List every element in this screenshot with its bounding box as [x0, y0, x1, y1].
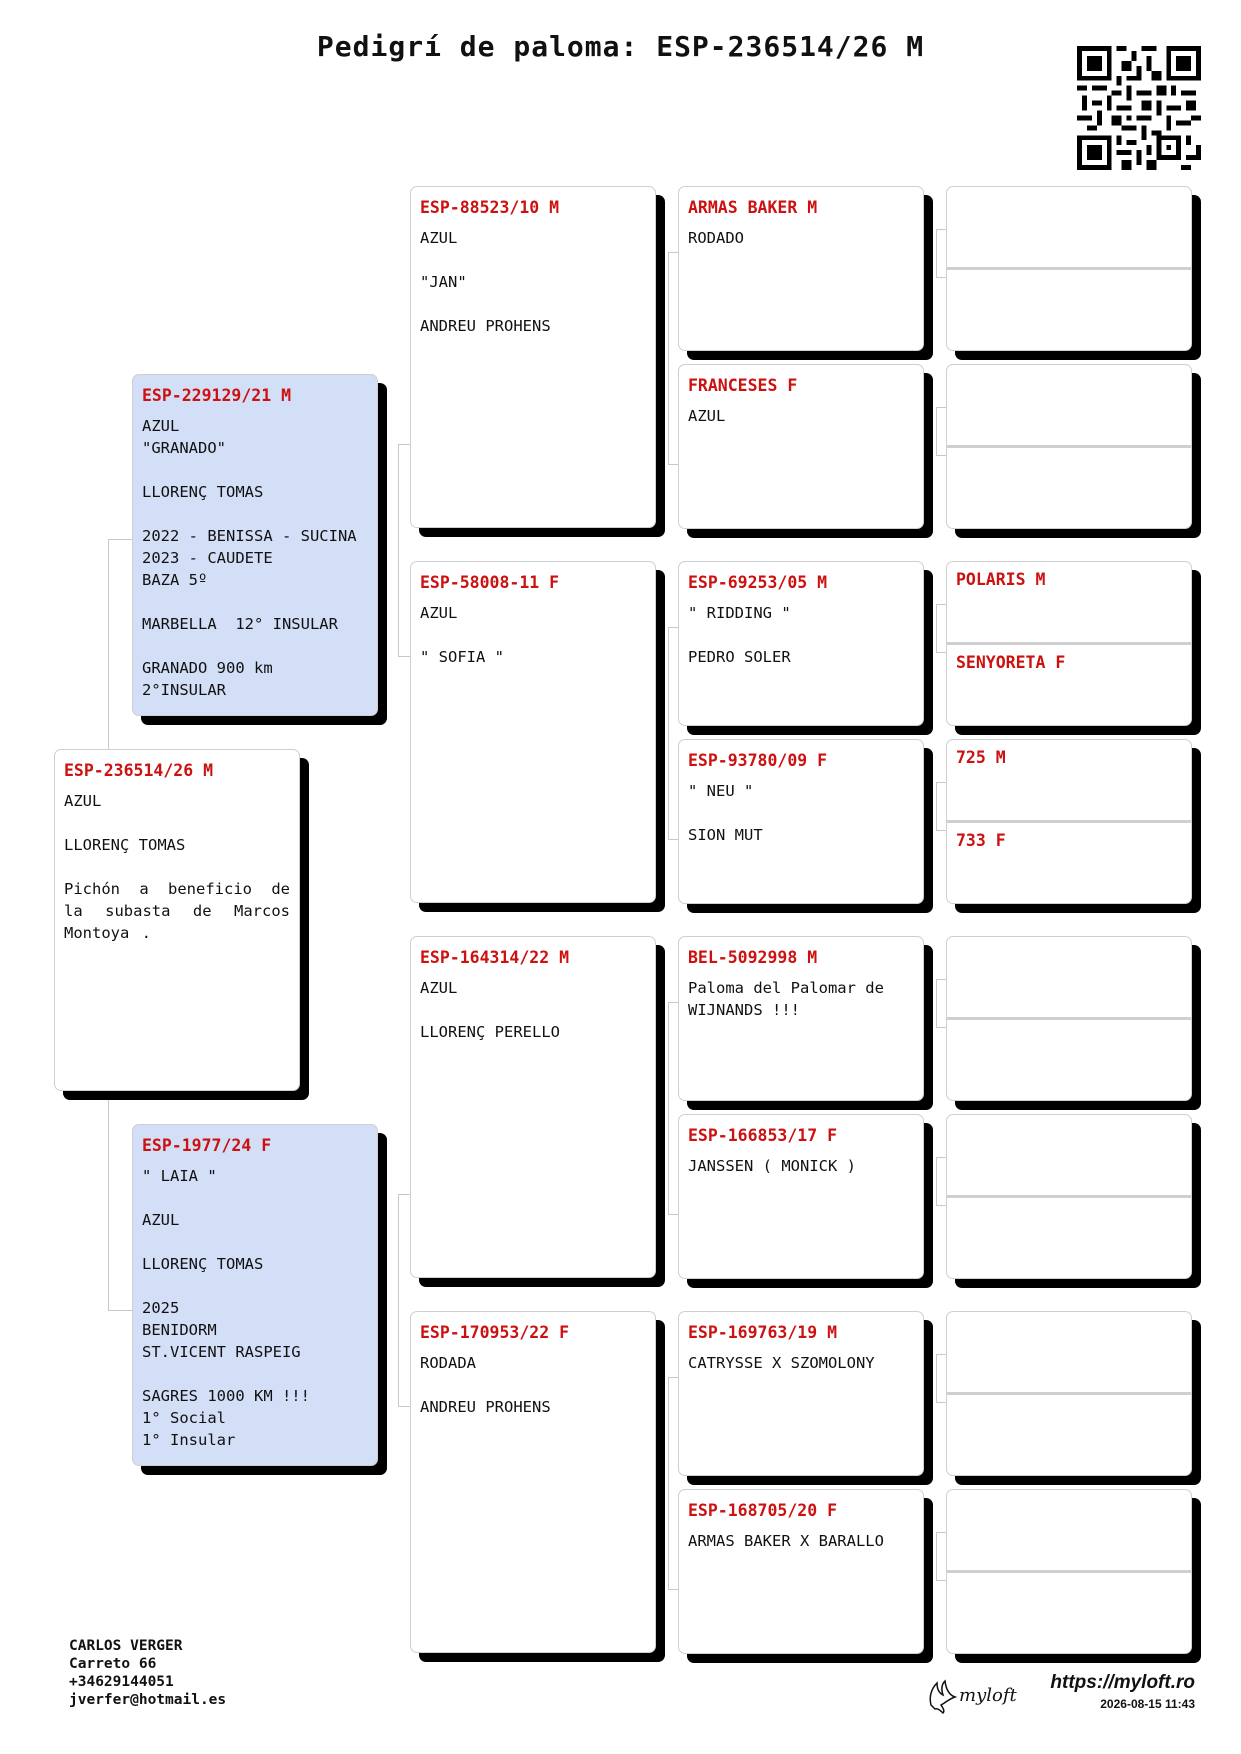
grandparent-line: [420, 999, 646, 1021]
subject-line: LLORENÇ TOMAS: [64, 836, 186, 854]
great-grandparent-ring: BEL-5092998 M: [688, 948, 818, 967]
grandparent-line: [420, 249, 646, 271]
great-grandparent-ring: FRANCESES F: [688, 376, 798, 395]
sire-line: 2°INSULAR: [142, 681, 226, 699]
sire-line: GRANADO 900 km: [142, 659, 273, 677]
dam-line: ST.VICENT RASPEIG: [142, 1343, 301, 1361]
subject-note: Pichón a beneficio de la subasta de Marcos Montoya .: [64, 880, 290, 942]
great-grandparent-line: " RIDDING ": [688, 604, 791, 622]
owner-address: Carreto 66: [69, 1656, 157, 1672]
grandparent-card-4[interactable]: [410, 1311, 656, 1653]
grandparent-card-3[interactable]: [410, 936, 656, 1278]
dam-line: LLORENÇ TOMAS: [142, 1255, 264, 1273]
gggp-bottom: 733 F: [956, 831, 1006, 850]
great-grandparent-line: AZUL: [688, 407, 726, 425]
great-grandparent-line: WIJNANDS !!!: [688, 1001, 800, 1019]
gggp-top: 725 M: [956, 748, 1006, 767]
great-grandparent-line: PEDRO SOLER: [688, 648, 791, 666]
qr-code-icon: [1077, 46, 1201, 170]
page-title: Pedigrí de paloma: ESP-236514/26 M: [316, 30, 925, 63]
sire-line: [142, 459, 368, 481]
great-grandparent-line: JANSSEN ( MONICK ): [688, 1157, 856, 1175]
subject-line: [64, 812, 290, 834]
sire-line: [142, 591, 368, 613]
great-grandparent-line: [688, 802, 914, 824]
sire-line: "GRANADO": [142, 439, 226, 457]
great-grandparent-line: Paloma del Palomar de: [688, 979, 884, 997]
dam-line: SAGRES 1000 KM !!!: [142, 1387, 310, 1405]
dam-line: [142, 1363, 368, 1385]
grandparent-line: LLORENÇ PERELLO: [420, 1023, 560, 1041]
sire-line: [142, 635, 368, 657]
great-grandparent-line: SION MUT: [688, 826, 763, 844]
gggp-card-8[interactable]: [946, 1489, 1192, 1654]
gggp-card-1[interactable]: [946, 186, 1192, 351]
sire-line: LLORENÇ TOMAS: [142, 483, 264, 501]
great-grandparent-ring: ESP-169763/19 M: [688, 1323, 838, 1342]
gggp-card-3[interactable]: [946, 561, 1192, 726]
dam-card[interactable]: [132, 1124, 378, 1466]
great-grandparent-card-1[interactable]: [678, 186, 924, 351]
sire-ring: ESP-229129/21 M: [142, 386, 292, 405]
grandparent-card-2[interactable]: [410, 561, 656, 903]
great-grandparent-line: CATRYSSE X SZOMOLONY: [688, 1354, 875, 1372]
grandparent-line: AZUL: [420, 979, 458, 997]
great-grandparent-line: RODADO: [688, 229, 744, 247]
gggp-bottom: SENYORETA F: [956, 653, 1066, 672]
dam-line: AZUL: [142, 1211, 180, 1229]
sire-line: 2022 - BENISSA - SUCINA: [142, 527, 357, 545]
great-grandparent-card-6[interactable]: [678, 1114, 924, 1279]
subject-line: AZUL: [64, 792, 102, 810]
sire-line: [142, 503, 368, 525]
sire-line: AZUL: [142, 417, 180, 435]
great-grandparent-line: " NEU ": [688, 782, 754, 800]
great-grandparent-line: ARMAS BAKER X BARALLO: [688, 1532, 884, 1550]
owner-info: [69, 1637, 226, 1709]
grandparent-line: AZUL: [420, 229, 458, 247]
dam-line: 1° Insular: [142, 1431, 236, 1449]
great-grandparent-ring: ARMAS BAKER M: [688, 198, 818, 217]
subject-line: [64, 856, 290, 878]
sire-line: MARBELLA 12° INSULAR: [142, 615, 338, 633]
owner-name: CARLOS VERGER: [69, 1638, 183, 1654]
grandparent-line: [420, 624, 646, 646]
gggp-card-2[interactable]: [946, 364, 1192, 529]
grandparent-line: [420, 293, 646, 315]
owner-email[interactable]: jverfer@hotmail.es: [69, 1692, 227, 1708]
brand-name: myloft: [959, 1685, 1017, 1706]
gggp-card-6[interactable]: [946, 1114, 1192, 1279]
dam-line: BENIDORM: [142, 1321, 217, 1339]
dam-line: [142, 1187, 368, 1209]
great-grandparent-ring: ESP-168705/20 F: [688, 1501, 838, 1520]
dam-line: " LAIA ": [142, 1167, 217, 1185]
grandparent-line: ANDREU PROHENS: [420, 317, 551, 335]
sire-card[interactable]: [132, 374, 378, 716]
great-grandparent-line: [688, 624, 914, 646]
great-grandparent-ring: ESP-69253/05 M: [688, 573, 828, 592]
subject-ring: ESP-236514/26 M: [64, 761, 214, 780]
grandparent-ring: ESP-58008-11 F: [420, 573, 560, 592]
subject-card[interactable]: [54, 749, 300, 1091]
dam-line: 2025: [142, 1299, 180, 1317]
great-grandparent-card-4[interactable]: [678, 739, 924, 904]
grandparent-ring: ESP-88523/10 M: [420, 198, 560, 217]
grandparent-line: [420, 1374, 646, 1396]
gggp-card-7[interactable]: [946, 1311, 1192, 1476]
grandparent-line: " SOFIA ": [420, 648, 504, 666]
grandparent-line: "JAN": [420, 273, 467, 291]
great-grandparent-ring: ESP-166853/17 F: [688, 1126, 838, 1145]
dam-line: 1° Social: [142, 1409, 226, 1427]
myloft-bird-logo: [925, 1675, 1030, 1715]
sire-line: BAZA 5º: [142, 571, 208, 589]
great-grandparent-card-3[interactable]: [678, 561, 924, 726]
owner-phone: +34629144051: [69, 1674, 174, 1690]
grandparent-ring: ESP-164314/22 M: [420, 948, 570, 967]
gggp-card-4[interactable]: [946, 739, 1192, 904]
great-grandparent-card-8[interactable]: [678, 1489, 924, 1654]
footer-url[interactable]: https://myloft.ro: [1050, 1672, 1195, 1693]
great-grandparent-card-7[interactable]: [678, 1311, 924, 1476]
grandparent-line: RODADA: [420, 1354, 476, 1372]
dam-ring: ESP-1977/24 F: [142, 1136, 272, 1155]
gggp-card-5[interactable]: [946, 936, 1192, 1101]
footer-timestamp: 2026-08-15 11:43: [1100, 1697, 1195, 1711]
great-grandparent-card-2[interactable]: [678, 364, 924, 529]
grandparent-ring: ESP-170953/22 F: [420, 1323, 570, 1342]
grandparent-line: ANDREU PROHENS: [420, 1398, 551, 1416]
great-grandparent-ring: ESP-93780/09 F: [688, 751, 828, 770]
gggp-top: POLARIS M: [956, 570, 1046, 589]
great-grandparent-card-5[interactable]: [678, 936, 924, 1101]
grandparent-line: AZUL: [420, 604, 458, 622]
dam-line: [142, 1231, 368, 1253]
sire-line: 2023 - CAUDETE: [142, 549, 273, 567]
grandparent-card-1[interactable]: [410, 186, 656, 528]
dam-line: [142, 1275, 368, 1297]
